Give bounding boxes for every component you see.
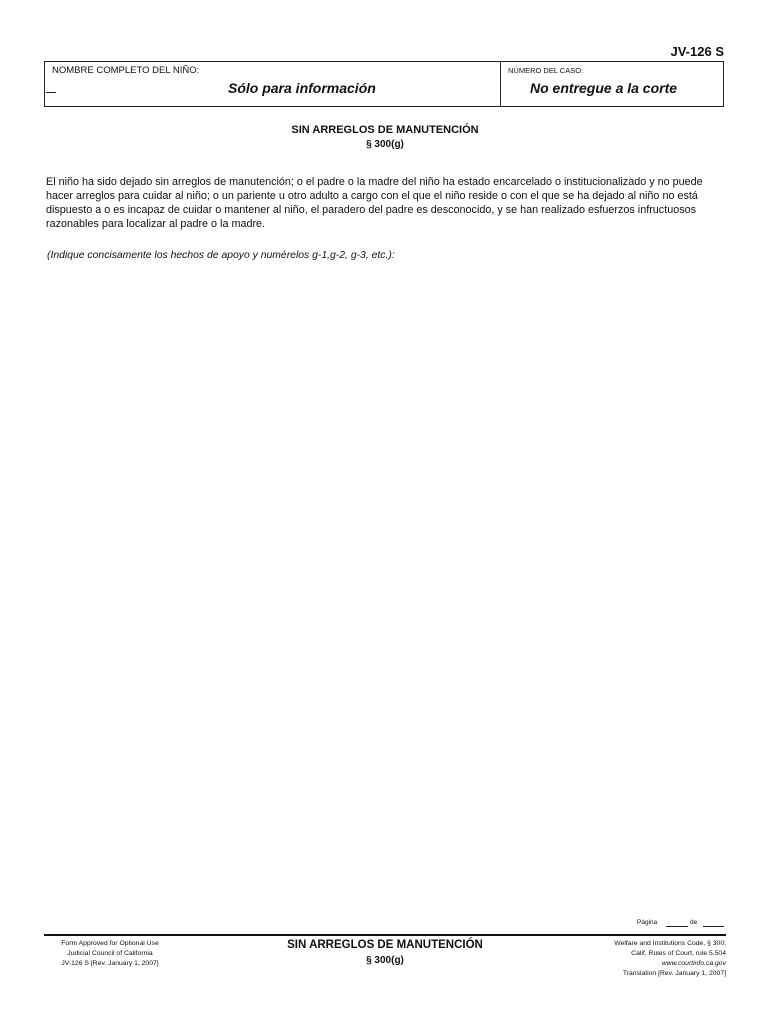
form-title: SIN ARREGLOS DE MANUTENCIÓN — [291, 124, 479, 136]
form-section: § 300(g) — [366, 139, 404, 150]
footer-section: § 300(g) — [366, 955, 404, 966]
footer-right — [526, 939, 726, 979]
footer-approval: Form Approved for Optional Use — [61, 940, 159, 947]
child-name-field[interactable]: Sólo para información — [228, 80, 376, 96]
footer-website-link[interactable]: www.courtinfo.ca.gov — [661, 960, 726, 967]
footer-translation: Translation [Rev. January 1, 2007] — [622, 970, 726, 977]
footer-code-ref: Welfare and Institutions Code, § 300; — [614, 940, 726, 947]
form-id: JV-126 S — [670, 44, 724, 59]
case-number-label: NÚMERO DEL CASO: — [508, 66, 584, 75]
footer-divider — [44, 934, 726, 936]
footer-council: Judicial Council of California — [67, 950, 153, 957]
body-paragraph: El niño ha sido dejado sin arreglos de manutención; o el padre o la madre del niño ha estado encarcelado o institucionalizado y no puede hacer arreglos para cuidar al niño; o un pariente u otro adulto a cargo con el que el niño reside o con el que se ha dejado al niño no está dispuesto a o es incapaz de cuidar o mantener al niño, el paradero del padre es desconocido, y se han realizado esfuerzos infructuosos razonables para localizar al padre o la madre. — [46, 176, 703, 230]
header-divider — [500, 61, 501, 107]
page-number-field[interactable] — [666, 926, 688, 927]
page-label: Página — [637, 919, 658, 926]
footer-rule-ref: Calif. Rules of Court, rule 5.504 — [631, 950, 726, 957]
page-of-label: de — [690, 919, 698, 926]
footer-title: SIN ARREGLOS DE MANUTENCIÓN — [287, 939, 483, 951]
child-name-stub-line — [46, 92, 56, 93]
case-number-field[interactable]: No entregue a la corte — [530, 80, 678, 96]
instruction-text: (Indique concisamente los hechos de apoyo y numérelos g-1,g-2, g-3, etc.): — [47, 250, 395, 261]
page-total-field[interactable] — [703, 926, 724, 927]
child-name-label: NOMBRE COMPLETO DEL NIÑO: — [52, 65, 200, 76]
footer-revision: JV-126 S [Rev. January 1, 2007] — [61, 960, 159, 967]
